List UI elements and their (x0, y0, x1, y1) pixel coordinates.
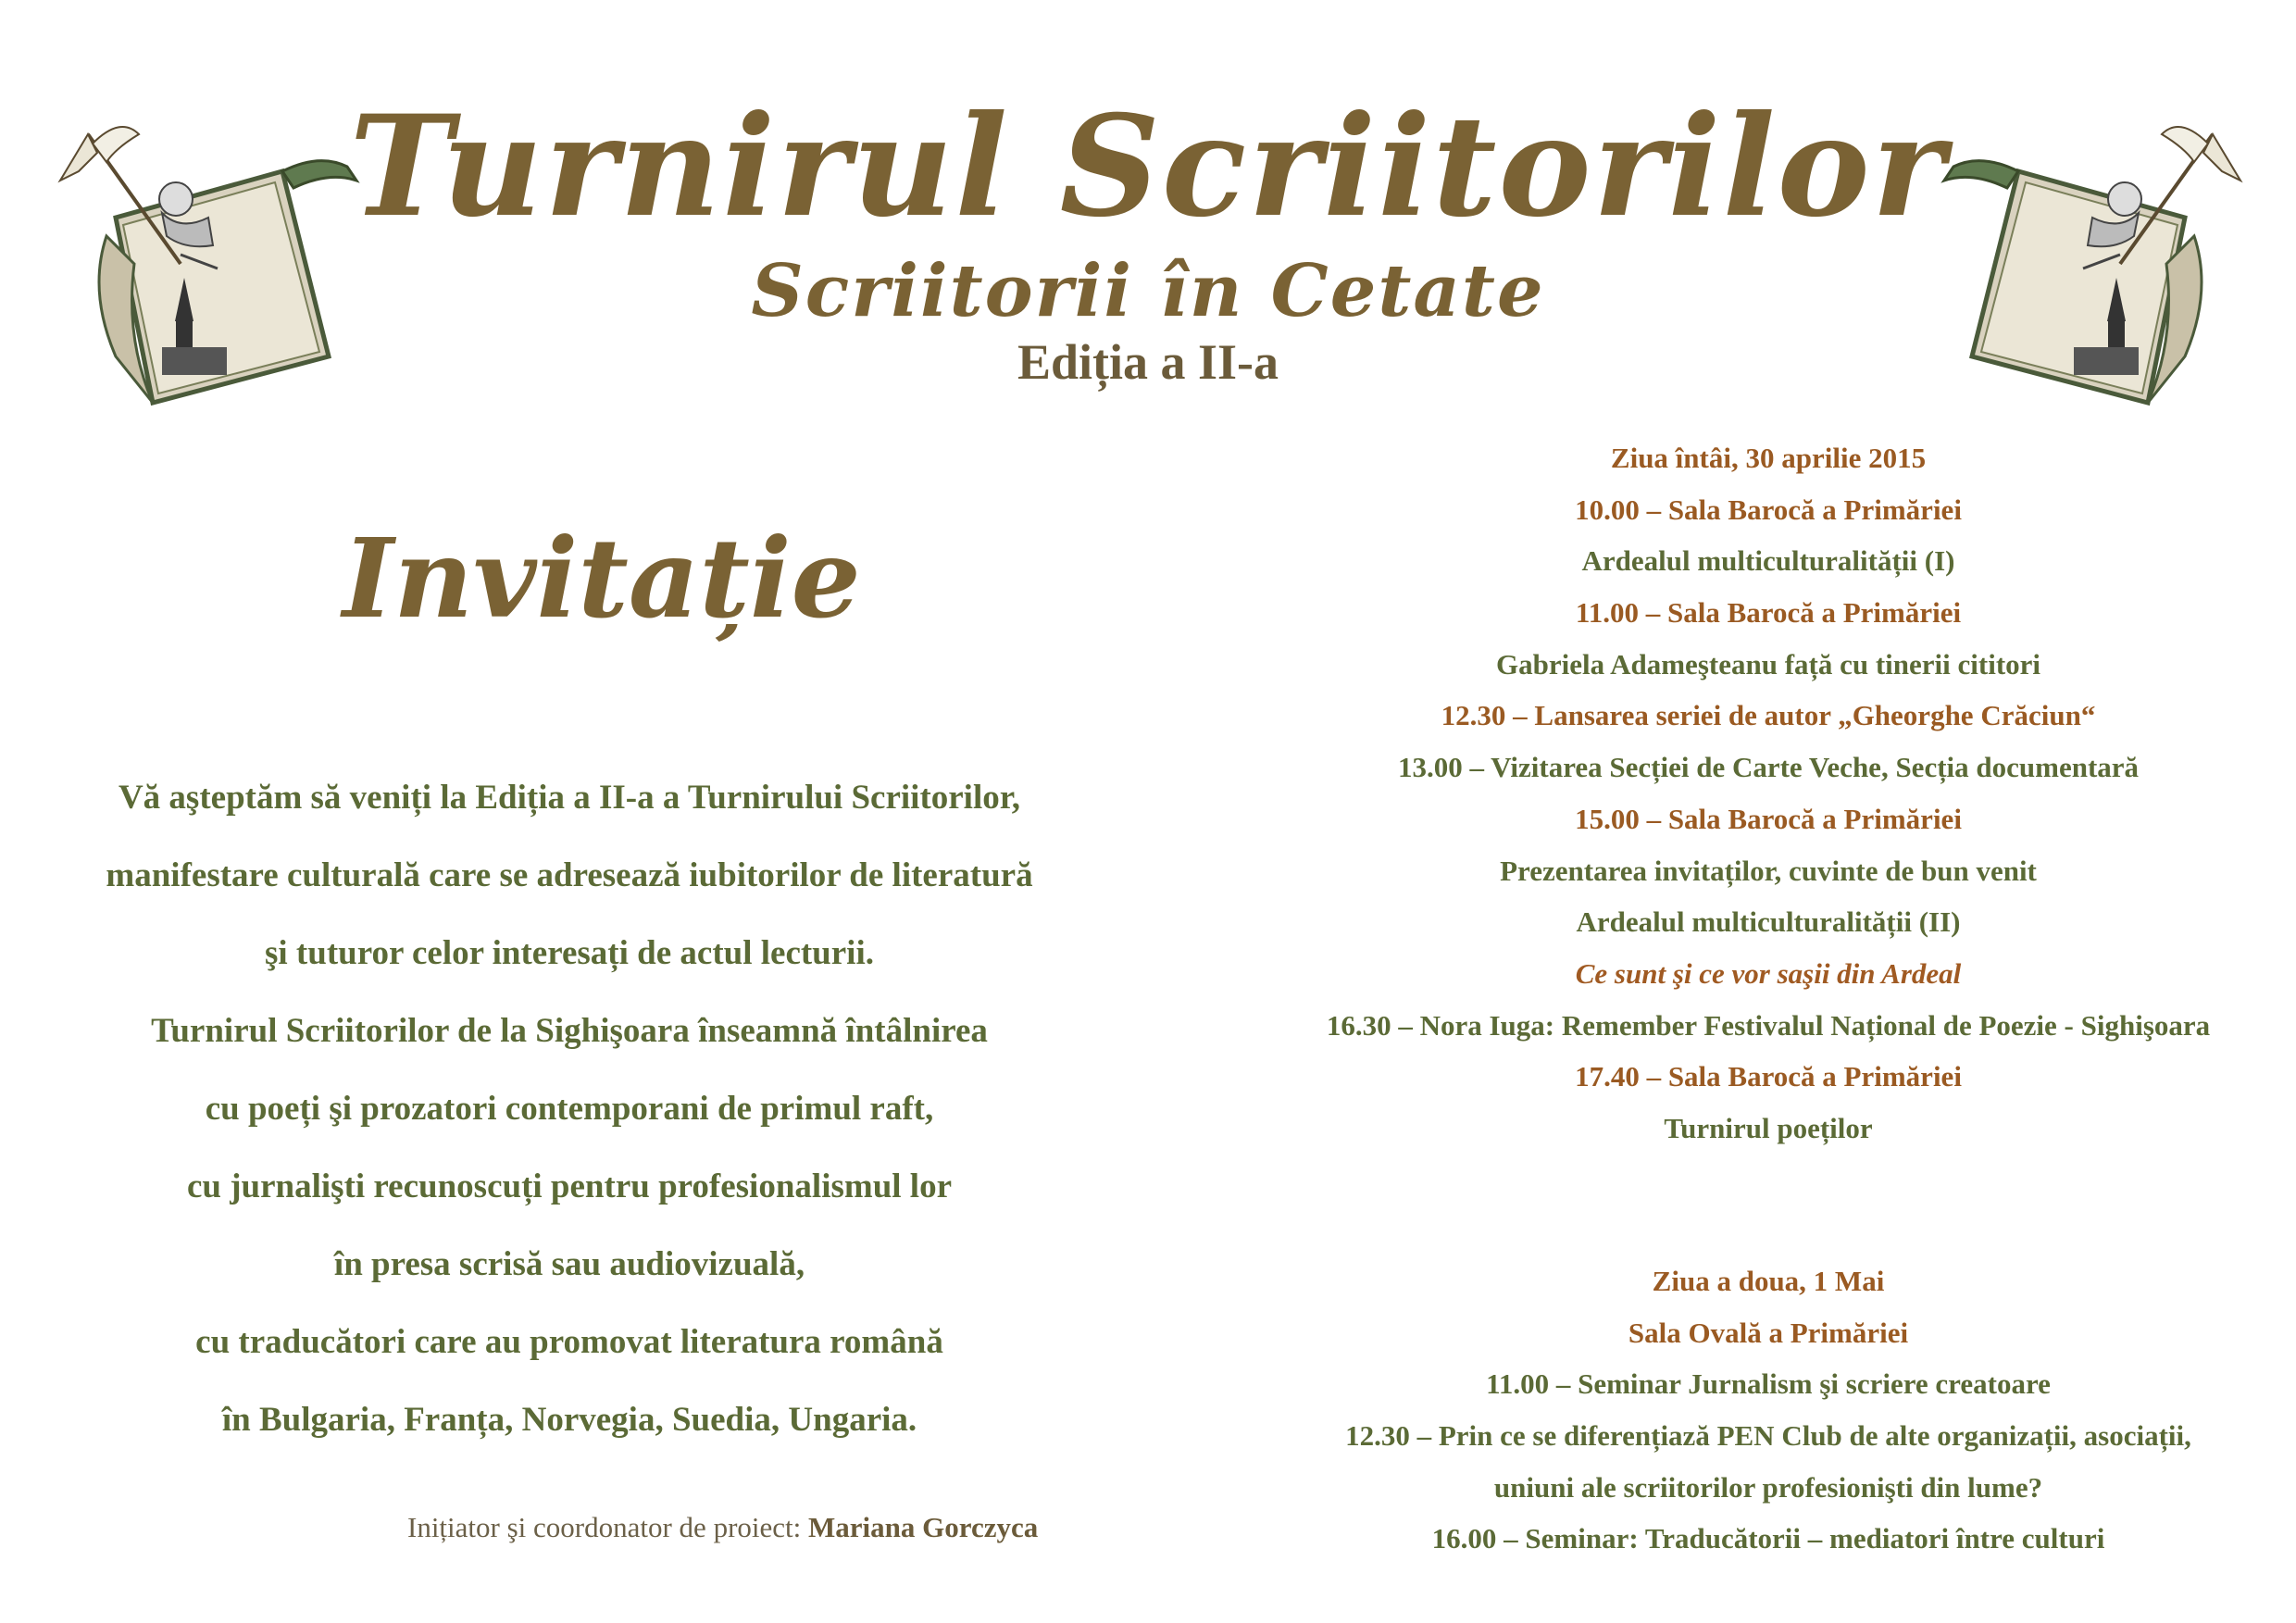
invitation-line: în presa scrisă sau audiovizuală, (333, 1245, 805, 1283)
invitation-line: cu poeți şi prozatori contemporani de primul raft, (205, 1090, 934, 1128)
program-item: Ardealul multiculturalității (II) (1576, 905, 1961, 939)
day-heading: Ziua întâi, 30 aprilie 2015 (1610, 442, 1927, 474)
invitation-line: Turnirul Scriitorilor de la Sighişoara înseamnă întâlnirea (151, 1012, 988, 1050)
invitation-body (37, 759, 1102, 1459)
program-item: 12.30 – Lansarea seriei de autor „Gheorghe Crăciun“ (1441, 699, 2096, 732)
program-item: 12.30 – Prin ce se diferențiază PEN Club de alte organizații, asociații, (1345, 1419, 2191, 1453)
invitation-line: cu jurnalişti recunoscuți pentru profesionalismul lor (186, 1167, 953, 1205)
invitation-line: Vă aşteptăm să veniți la Ediția a II-a a Turnirului Scriitorilor, (118, 779, 1021, 817)
invitation-line: în Bulgaria, Franța, Norvegia, Suedia, Ungaria. (221, 1401, 917, 1439)
program-item: Turnirul poeților (1664, 1111, 1873, 1144)
program-item: Ce sunt şi ce vor saşii din Ardeal (1575, 956, 1962, 990)
program-day-two (1231, 1255, 2296, 1565)
page-title: Turnirul Scriitorilor (349, 85, 1947, 248)
initiator-name: Mariana Gorczyca (808, 1511, 1039, 1543)
invitation-line: manifestare culturală care se adresează iubitorilor de literatură (106, 856, 1033, 894)
program-item: 16.00 – Seminar: Traducătorii – mediatori între culturi (1431, 1522, 2105, 1555)
program-item: 16.30 – Nora Iuga: Remember Festivalul Național de Poezie - Sighişoara (1326, 1008, 2211, 1042)
program-item: Sala Ovală a Primăriei (1628, 1316, 1909, 1349)
program-item: 11.00 – Sala Barocă a Primăriei (1575, 596, 1962, 630)
program-item: 17.40 – Sala Barocă a Primăriei (1575, 1060, 1962, 1093)
initiator-credit (407, 1509, 1241, 1546)
program-item: 15.00 – Sala Barocă a Primăriei (1575, 802, 1962, 835)
program-day-one (1231, 432, 2296, 1155)
invitation-line: şi tuturor celor interesați de actul lecturii. (265, 934, 874, 972)
invitation-heading: Invitație (343, 514, 861, 643)
program-item: Ardealul multiculturalității (I) (1581, 544, 1955, 578)
program-item: uniuni ale scriitorilor profesionişti din lume? (1493, 1470, 2043, 1504)
invitation-line: cu traducători care au promovat literatura română (195, 1323, 943, 1361)
program-item: 13.00 – Vizitarea Secției de Carte Veche, Secția documentară (1397, 751, 2140, 784)
edition-label: Ediția a II-a (1017, 334, 1279, 390)
program-item: Gabriela Adameşteanu față cu tinerii cititori (1495, 647, 2041, 680)
page-subtitle: Scriitorii în Cetate (751, 249, 1545, 333)
program-item: 11.00 – Seminar Jurnalism şi scriere creatoare (1486, 1367, 2051, 1401)
program-item: 10.00 – Sala Barocă a Primăriei (1575, 493, 1962, 526)
initiator-label: Inițiator şi coordonator de proiect: (407, 1511, 802, 1543)
program-item: Prezentarea invitaților, cuvinte de bun venit (1500, 854, 2037, 887)
day-heading: Ziua a doua, 1 Mai (1652, 1265, 1885, 1297)
